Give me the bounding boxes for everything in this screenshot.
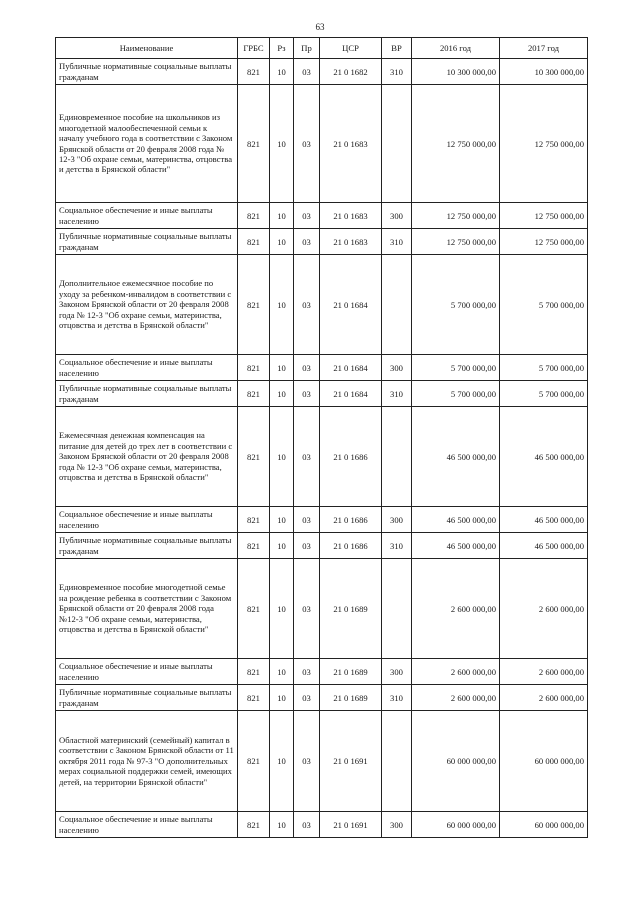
row-amount-2016: 5 700 000,00 — [412, 381, 500, 407]
header-name: Наименование — [56, 38, 238, 59]
row-name: Публичные нормативные социальные выплаты гражданам — [56, 229, 238, 255]
row-rz: 10 — [270, 407, 294, 507]
header-vr: ВР — [382, 38, 412, 59]
row-rz: 10 — [270, 812, 294, 838]
row-amount-2016: 46 500 000,00 — [412, 533, 500, 559]
row-pr: 03 — [294, 507, 320, 533]
row-pr: 03 — [294, 533, 320, 559]
row-rz: 10 — [270, 685, 294, 711]
row-amount-2016: 10 300 000,00 — [412, 59, 500, 85]
header-pr: Пр — [294, 38, 320, 59]
row-vr — [382, 559, 412, 659]
row-pr: 03 — [294, 685, 320, 711]
table-row — [56, 507, 588, 533]
row-vr: 300 — [382, 203, 412, 229]
row-amount-2017: 12 750 000,00 — [500, 229, 588, 255]
row-amount-2017: 5 700 000,00 — [500, 255, 588, 355]
row-pr: 03 — [294, 255, 320, 355]
row-csr: 21 0 1686 — [320, 507, 382, 533]
row-grbs: 821 — [238, 659, 270, 685]
row-name: Социальное обеспечение и иные выплаты населению — [56, 203, 238, 229]
row-vr: 300 — [382, 812, 412, 838]
row-csr: 21 0 1689 — [320, 559, 382, 659]
row-rz: 10 — [270, 59, 294, 85]
row-csr: 21 0 1684 — [320, 381, 382, 407]
row-name: Публичные нормативные социальные выплаты гражданам — [56, 685, 238, 711]
row-rz: 10 — [270, 203, 294, 229]
row-name: Публичные нормативные социальные выплаты гражданам — [56, 59, 238, 85]
row-amount-2017: 2 600 000,00 — [500, 659, 588, 685]
row-pr: 03 — [294, 381, 320, 407]
header-year-2016: 2016 год — [412, 38, 500, 59]
table-row — [56, 533, 588, 559]
row-csr: 21 0 1682 — [320, 59, 382, 85]
row-amount-2016: 12 750 000,00 — [412, 229, 500, 255]
row-rz: 10 — [270, 229, 294, 255]
row-csr: 21 0 1691 — [320, 812, 382, 838]
row-rz: 10 — [270, 355, 294, 381]
row-vr: 310 — [382, 685, 412, 711]
row-amount-2016: 5 700 000,00 — [412, 355, 500, 381]
row-amount-2016: 12 750 000,00 — [412, 203, 500, 229]
row-vr: 310 — [382, 533, 412, 559]
budget-table — [55, 37, 588, 838]
row-pr: 03 — [294, 85, 320, 203]
row-amount-2016: 46 500 000,00 — [412, 407, 500, 507]
row-pr: 03 — [294, 407, 320, 507]
row-amount-2016: 5 700 000,00 — [412, 255, 500, 355]
row-name: Публичные нормативные социальные выплаты гражданам — [56, 533, 238, 559]
row-amount-2017: 2 600 000,00 — [500, 685, 588, 711]
row-vr: 310 — [382, 381, 412, 407]
table-row — [56, 203, 588, 229]
row-rz: 10 — [270, 711, 294, 812]
row-vr — [382, 255, 412, 355]
row-name: Ежемесячная денежная компенсация на питание для детей до трех лет в соответствии с Законом Брянской области от 20 февраля 2008 года № 12-3 "Об охране семьи, материнства, отцовства и детства в Брянской области" — [56, 407, 238, 507]
row-vr: 300 — [382, 659, 412, 685]
table-row — [56, 381, 588, 407]
header-rz: Рз — [270, 38, 294, 59]
row-name: Социальное обеспечение и иные выплаты населению — [56, 355, 238, 381]
row-name: Публичные нормативные социальные выплаты гражданам — [56, 381, 238, 407]
row-amount-2017: 10 300 000,00 — [500, 59, 588, 85]
row-csr: 21 0 1686 — [320, 407, 382, 507]
row-rz: 10 — [270, 659, 294, 685]
row-amount-2017: 5 700 000,00 — [500, 381, 588, 407]
row-csr: 21 0 1683 — [320, 203, 382, 229]
row-grbs: 821 — [238, 507, 270, 533]
header-year-2017: 2017 год — [500, 38, 588, 59]
row-amount-2017: 46 500 000,00 — [500, 533, 588, 559]
table-row — [56, 812, 588, 838]
row-pr: 03 — [294, 229, 320, 255]
row-amount-2016: 2 600 000,00 — [412, 659, 500, 685]
row-grbs: 821 — [238, 533, 270, 559]
row-vr — [382, 711, 412, 812]
row-name: Социальное обеспечение и иные выплаты населению — [56, 659, 238, 685]
row-csr: 21 0 1684 — [320, 255, 382, 355]
row-amount-2016: 60 000 000,00 — [412, 812, 500, 838]
row-grbs: 821 — [238, 559, 270, 659]
row-pr: 03 — [294, 812, 320, 838]
row-vr — [382, 85, 412, 203]
row-amount-2016: 2 600 000,00 — [412, 685, 500, 711]
table-row — [56, 229, 588, 255]
row-pr: 03 — [294, 355, 320, 381]
row-vr — [382, 407, 412, 507]
row-rz: 10 — [270, 255, 294, 355]
row-pr: 03 — [294, 559, 320, 659]
row-amount-2017: 46 500 000,00 — [500, 407, 588, 507]
table-row — [56, 685, 588, 711]
row-csr: 21 0 1683 — [320, 229, 382, 255]
row-csr: 21 0 1686 — [320, 533, 382, 559]
row-rz: 10 — [270, 559, 294, 659]
row-grbs: 821 — [238, 255, 270, 355]
row-name: Областной материнский (семейный) капитал в соответствии с Законом Брянской области от 11 октября 2011 года № 97-3 "О дополнительных мерах социальной поддержки семей, имеющих детей, на территории Брянской области" — [56, 711, 238, 812]
row-pr: 03 — [294, 59, 320, 85]
row-grbs: 821 — [238, 203, 270, 229]
row-amount-2017: 12 750 000,00 — [500, 203, 588, 229]
row-csr: 21 0 1684 — [320, 355, 382, 381]
table-row — [56, 711, 588, 812]
row-name: Социальное обеспечение и иные выплаты населению — [56, 812, 238, 838]
header-row — [56, 38, 588, 59]
table-row — [56, 85, 588, 203]
row-grbs: 821 — [238, 355, 270, 381]
table-row — [56, 355, 588, 381]
row-grbs: 821 — [238, 85, 270, 203]
row-amount-2016: 46 500 000,00 — [412, 507, 500, 533]
row-amount-2016: 60 000 000,00 — [412, 711, 500, 812]
row-amount-2017: 60 000 000,00 — [500, 711, 588, 812]
row-name: Дополнительное ежемесячное пособие по уходу за ребенком-инвалидом в соответствии с Законом Брянской области от 20 февраля 2008 года № 12-3 "Об охране семьи, материнства, отцовства и детства в Брянской области" — [56, 255, 238, 355]
row-name: Единовременное пособие на школьников из многодетной малообеспеченной семьи к началу учебного года в соответствии с Законом Брянской области от 20 февраля 2008 года № 12-3 "Об охране семьи, материнства, отцовства и детства в Брянской области" — [56, 85, 238, 203]
row-grbs: 821 — [238, 229, 270, 255]
row-name: Единовременное пособие многодетной семье на рождение ребенка в соответствии с Законом Брянской области от 20 февраля 2008 года №12-3 "Об охране семьи, материнства, отцовства и детства в Брянской области" — [56, 559, 238, 659]
row-amount-2017: 60 000 000,00 — [500, 812, 588, 838]
row-name: Социальное обеспечение и иные выплаты населению — [56, 507, 238, 533]
row-grbs: 821 — [238, 685, 270, 711]
row-csr: 21 0 1689 — [320, 659, 382, 685]
table-row — [56, 255, 588, 355]
row-pr: 03 — [294, 711, 320, 812]
row-vr: 300 — [382, 507, 412, 533]
row-rz: 10 — [270, 533, 294, 559]
row-amount-2017: 2 600 000,00 — [500, 559, 588, 659]
table-row — [56, 59, 588, 85]
row-amount-2016: 2 600 000,00 — [412, 559, 500, 659]
row-vr: 300 — [382, 355, 412, 381]
row-grbs: 821 — [238, 381, 270, 407]
row-pr: 03 — [294, 659, 320, 685]
row-vr: 310 — [382, 229, 412, 255]
row-vr: 310 — [382, 59, 412, 85]
row-rz: 10 — [270, 507, 294, 533]
table-row — [56, 407, 588, 507]
row-grbs: 821 — [238, 711, 270, 812]
row-csr: 21 0 1683 — [320, 85, 382, 203]
row-amount-2017: 5 700 000,00 — [500, 355, 588, 381]
row-pr: 03 — [294, 203, 320, 229]
table-row — [56, 559, 588, 659]
header-grbs: ГРБС — [238, 38, 270, 59]
row-amount-2016: 12 750 000,00 — [412, 85, 500, 203]
row-grbs: 821 — [238, 407, 270, 507]
header-csr: ЦСР — [320, 38, 382, 59]
row-amount-2017: 46 500 000,00 — [500, 507, 588, 533]
page-number: 63 — [315, 22, 325, 32]
row-rz: 10 — [270, 85, 294, 203]
row-grbs: 821 — [238, 812, 270, 838]
row-amount-2017: 12 750 000,00 — [500, 85, 588, 203]
row-csr: 21 0 1689 — [320, 685, 382, 711]
table-row — [56, 659, 588, 685]
row-csr: 21 0 1691 — [320, 711, 382, 812]
row-rz: 10 — [270, 381, 294, 407]
row-grbs: 821 — [238, 59, 270, 85]
